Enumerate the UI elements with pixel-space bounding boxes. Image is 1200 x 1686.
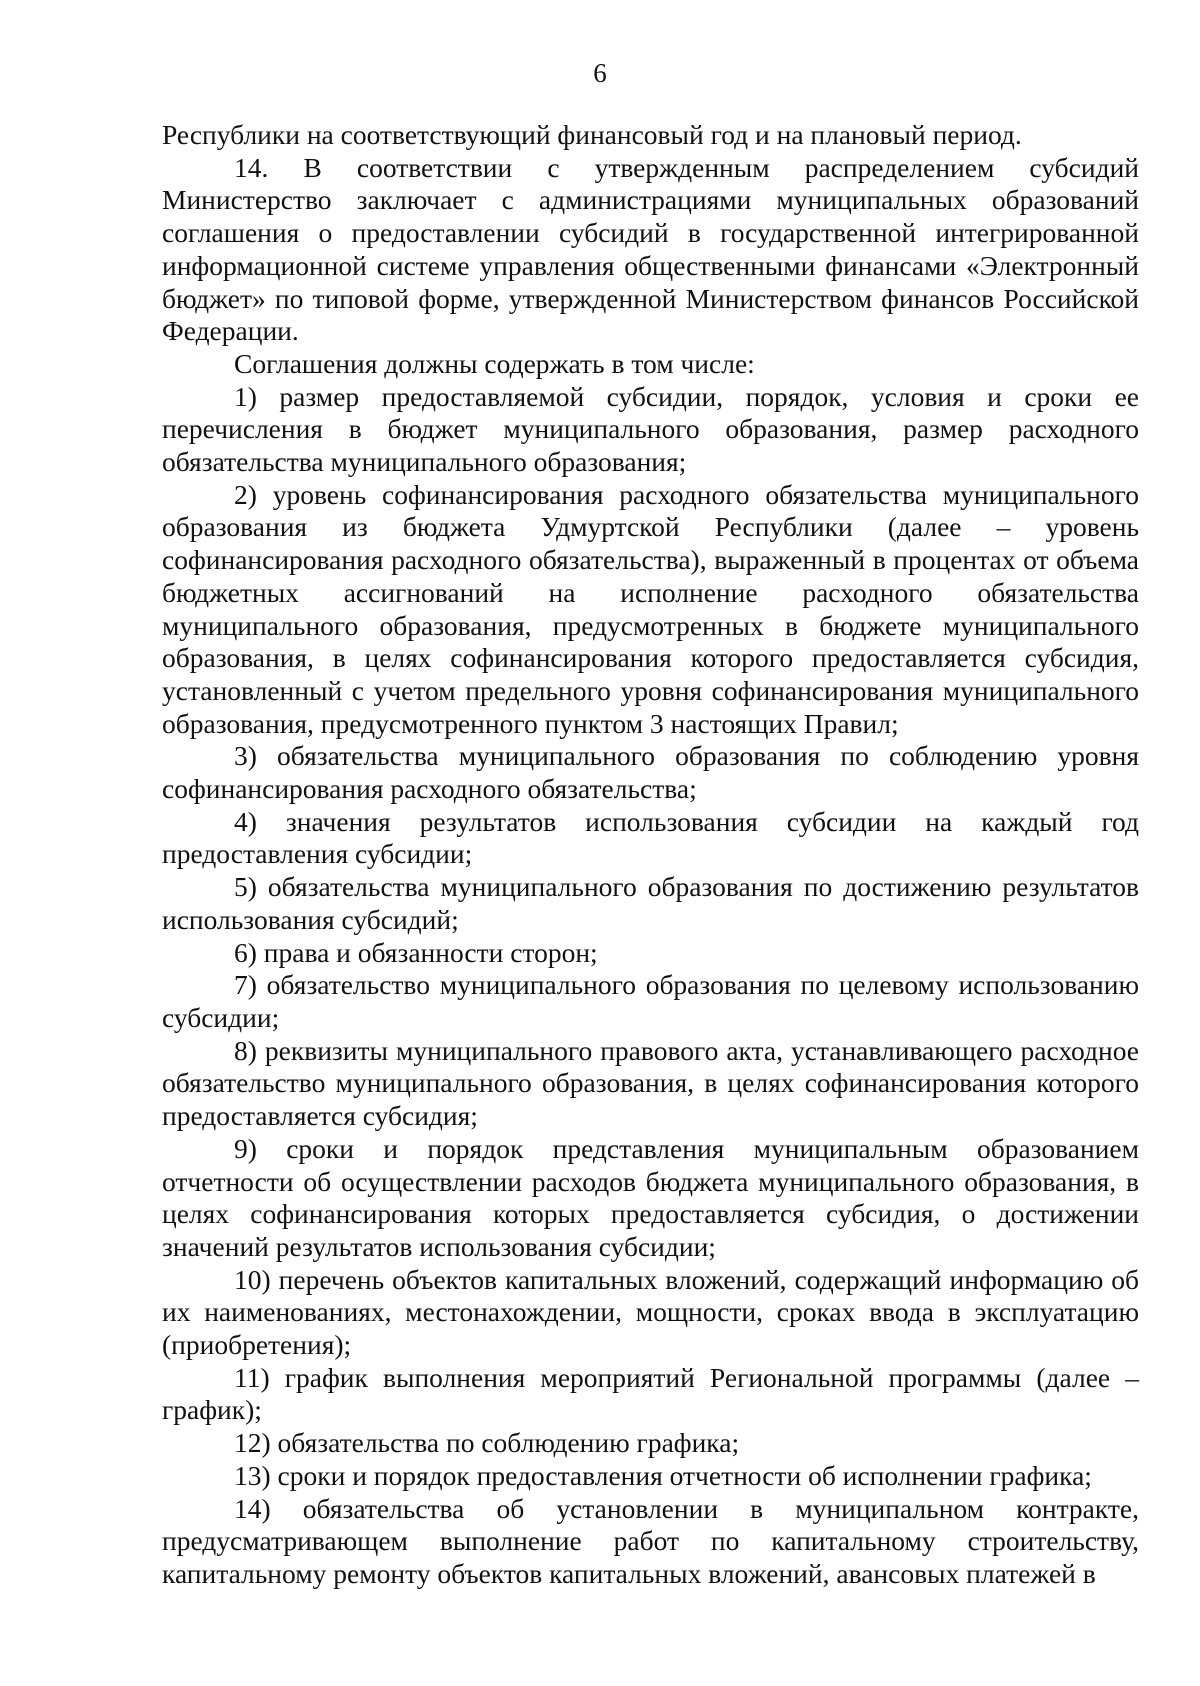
- list-item-8: 8) реквизиты муниципального правового акта, устанавливающего расходное обязательство муниципального образования, в целях софинансирования которого предоставляется субсидия;: [162, 1034, 1139, 1132]
- list-item-2: 2) уровень софинансирования расходного обязательства муниципального образования из бюджета Удмуртской Республики (далее – уровень софинансирования расходного обязательства), выраженный в процентах от объема бюджетных ассигнований на исполнение расходного обязательства муниципального образования, предусмотренных в бюджете муниципального образования, в целях софинансирования которого предоставляется субсидия, установленный с учетом предельного уровня софинансирования муниципального образования, предусмотренного пунктом 3 настоящих Правил;: [162, 478, 1139, 739]
- list-item-7: 7) обязательство муниципального образования по целевому использованию субсидии;: [162, 969, 1139, 1033]
- list-item-13: 13) сроки и порядок предоставления отчетности об исполнении графика;: [234, 1459, 1092, 1491]
- list-item-10: 10) перечень объектов капитальных вложений, содержащий информацию об их наименованиях, местонахождении, мощности, сроках ввода в эксплуатацию (приобретения);: [162, 1263, 1139, 1361]
- list-item-11: 11) график выполнения мероприятий Региональной программы (далее – график);: [162, 1361, 1139, 1426]
- page-number: 6: [593, 58, 607, 88]
- list-item-12: 12) обязательства по соблюдению графика;: [234, 1427, 740, 1459]
- list-item-1: 1) размер предоставляемой субсидии, порядок, условия и сроки ее перечисления в бюджет муниципального образования, размер расходного обязательства муниципального образования;: [162, 380, 1139, 478]
- list-item-5: 5) обязательства муниципального образования по достижению результатов использования субсидий;: [162, 871, 1139, 935]
- list-item-9: 9) сроки и порядок представления муниципальным образованием отчетности об осуществлении расходов бюджета муниципального образования, в целях софинансирования которых предоставляется субсидия, о достижении значений результатов использования субсидии;: [162, 1132, 1139, 1262]
- paragraph-clause-14: 14. В соответствии с утвержденным распределением субсидий Министерство заключает с администрациями муниципальных образований соглашения о предоставлении субсидий в государственной интегрированной информационной системе управления общественными финансами «Электронный бюджет» по типовой форме, утвержденной Министерством финансов Российской Федерации.: [162, 151, 1139, 347]
- list-item-6: 6) права и обязанности сторон;: [234, 936, 598, 968]
- list-item-14: 14) обязательства об установлении в муниципальном контракте, предусматривающем выполнение работ по капитальному строительству, капитальному ремонту объектов капитальных вложений, авансовых платежей в: [162, 1492, 1139, 1589]
- paragraph-agreement-contents: Соглашения должны содержать в том числе:: [234, 347, 755, 379]
- list-item-3: 3) обязательства муниципального образования по соблюдению уровня софинансирования расходного обязательства;: [162, 740, 1139, 805]
- list-item-4: 4) значения результатов использования субсидии на каждый год предоставления субсидии;: [162, 805, 1139, 870]
- paragraph-continuation: Республики на соответствующий финансовый год и на плановый период.: [162, 119, 1022, 150]
- document-body: [162, 119, 1139, 1591]
